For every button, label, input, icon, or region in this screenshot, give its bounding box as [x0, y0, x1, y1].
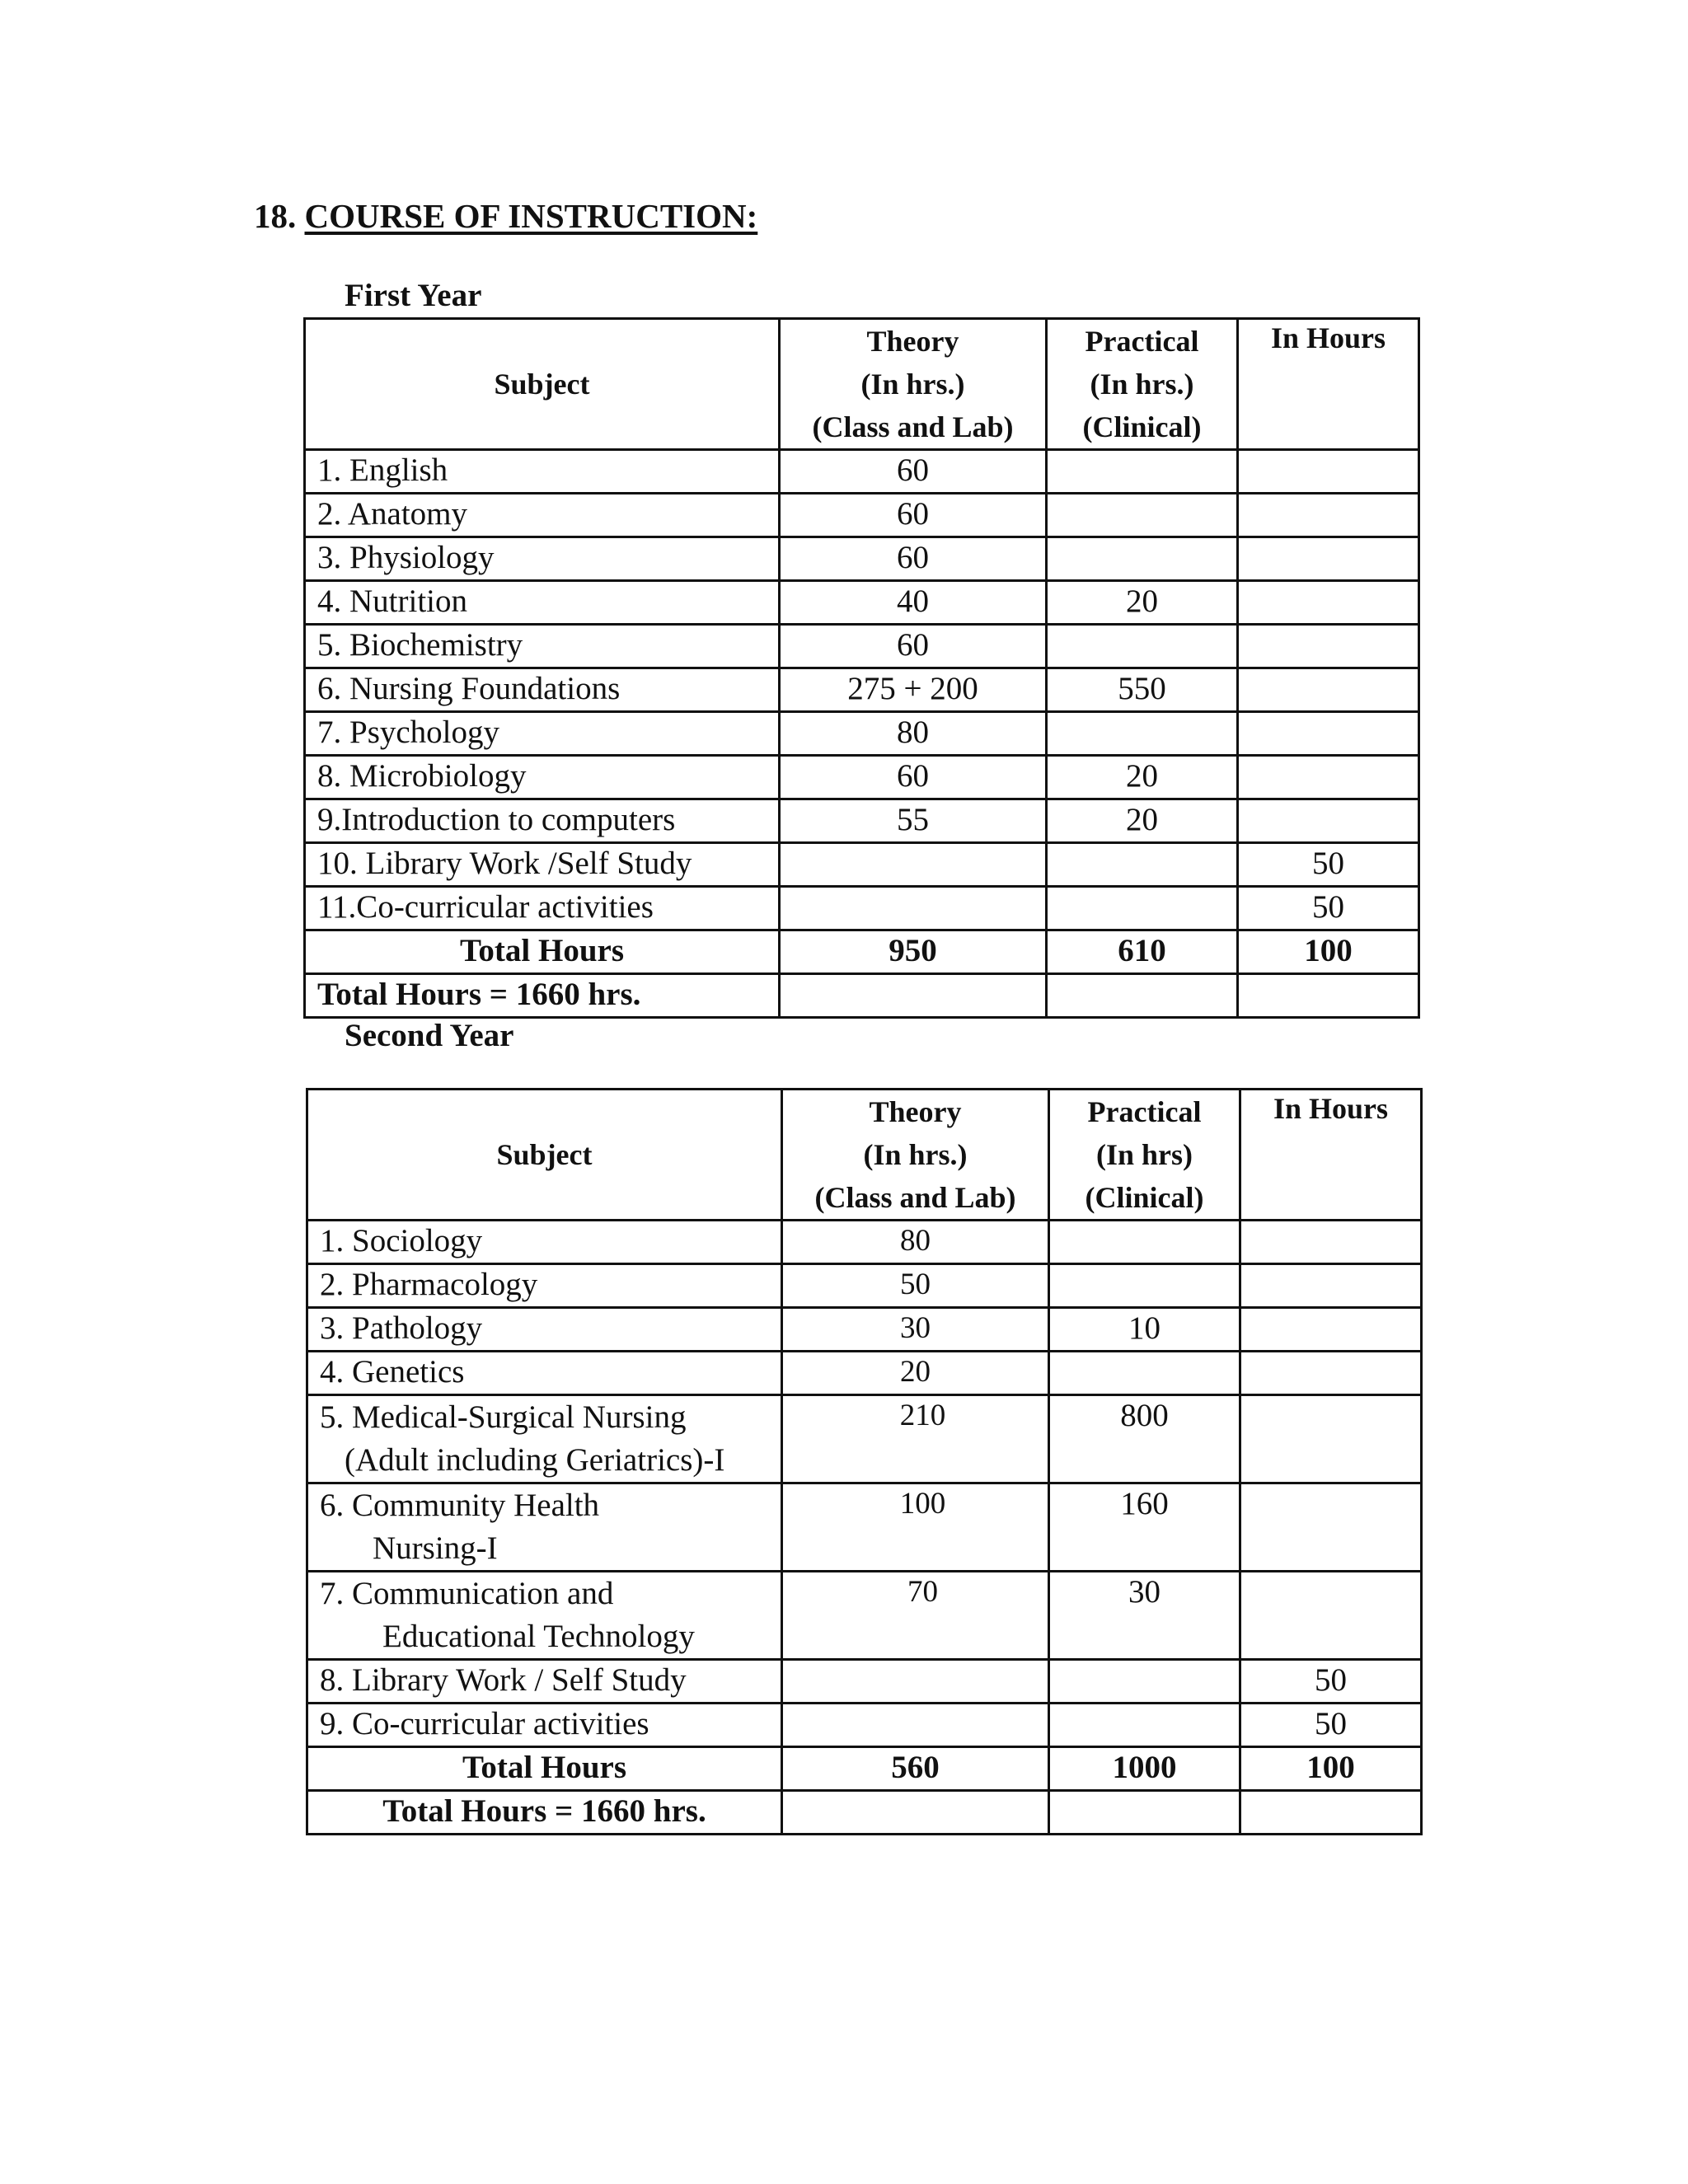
table-row — [305, 668, 1419, 712]
hours-cell — [1238, 712, 1419, 756]
table-row — [307, 1395, 1422, 1483]
theory-cell — [782, 1704, 1049, 1747]
header-theory-line2: (In hrs.) — [860, 368, 965, 401]
table-header-row — [305, 319, 1419, 450]
empty-cell — [1049, 1791, 1240, 1835]
subject-cell: 8. Microbiology — [305, 756, 780, 799]
subject-cell: 8. Library Work / Self Study — [307, 1660, 782, 1704]
hours-cell — [1238, 450, 1419, 494]
subject-cell: 4. Genetics — [307, 1352, 782, 1395]
theory-cell: 50 — [782, 1264, 1049, 1308]
header-theory-line3: (Class and Lab) — [814, 1181, 1016, 1214]
hours-cell — [1240, 1352, 1422, 1395]
hours-cell — [1238, 537, 1419, 581]
hours-cell — [1238, 756, 1419, 799]
section-heading — [254, 193, 757, 239]
practical-cell: 20 — [1047, 756, 1238, 799]
second-year-title: Second Year — [345, 1018, 514, 1053]
header-in-hours: In Hours — [1238, 319, 1419, 450]
subject-line1: 5. Medical-Surgical Nursing — [320, 1399, 687, 1435]
theory-cell: 100 — [782, 1483, 1049, 1572]
empty-cell — [1240, 1791, 1422, 1835]
hours-cell — [1240, 1221, 1422, 1264]
hours-cell — [1238, 799, 1419, 843]
grand-total-row — [305, 974, 1419, 1018]
header-theory-line1: Theory — [869, 1095, 962, 1128]
table-row — [305, 843, 1419, 887]
header-practical — [1047, 319, 1238, 450]
empty-cell — [780, 974, 1047, 1018]
practical-cell — [1047, 450, 1238, 494]
subject-cell: 11.Co-curricular activities — [305, 887, 780, 930]
hours-cell — [1238, 625, 1419, 668]
section-number: 18. — [254, 197, 297, 235]
total-label: Total Hours — [305, 930, 780, 974]
table-row — [305, 625, 1419, 668]
table-row — [305, 537, 1419, 581]
subject-cell: 3. Pathology — [307, 1308, 782, 1352]
total-theory: 560 — [782, 1747, 1049, 1791]
table-row — [305, 887, 1419, 930]
first-year-table — [303, 317, 1420, 1019]
table-row — [307, 1221, 1422, 1264]
header-practical-line2: (In hrs) — [1095, 1138, 1193, 1171]
hours-cell — [1240, 1483, 1422, 1572]
practical-cell: 20 — [1047, 581, 1238, 625]
practical-cell — [1047, 625, 1238, 668]
subject-line2: Nursing-I — [373, 1530, 498, 1566]
subject-cell: 7. Psychology — [305, 712, 780, 756]
theory-cell: 30 — [782, 1308, 1049, 1352]
header-theory-line3: (Class and Lab) — [812, 410, 1014, 443]
empty-cell — [1047, 974, 1238, 1018]
hours-cell — [1238, 581, 1419, 625]
total-row — [305, 930, 1419, 974]
total-hours: 100 — [1238, 930, 1419, 974]
hours-cell — [1240, 1572, 1422, 1660]
subject-cell: 9.Introduction to computers — [305, 799, 780, 843]
theory-cell — [782, 1660, 1049, 1704]
theory-cell — [780, 887, 1047, 930]
theory-cell: 40 — [780, 581, 1047, 625]
header-practical-line2: (In hrs.) — [1090, 368, 1194, 401]
header-practical-line3: (Clinical) — [1085, 1181, 1204, 1214]
practical-cell — [1049, 1221, 1240, 1264]
practical-cell — [1049, 1352, 1240, 1395]
subject-line1: 7. Communication and — [320, 1576, 614, 1611]
table-row — [307, 1264, 1422, 1308]
subject-cell: 1. Sociology — [307, 1221, 782, 1264]
section-title: COURSE OF INSTRUCTION: — [304, 197, 758, 235]
hours-cell — [1238, 494, 1419, 537]
practical-cell: 20 — [1047, 799, 1238, 843]
theory-cell: 80 — [782, 1221, 1049, 1264]
practical-cell: 10 — [1049, 1308, 1240, 1352]
table-row — [307, 1572, 1422, 1660]
theory-cell: 60 — [780, 450, 1047, 494]
hours-cell: 50 — [1240, 1704, 1422, 1747]
empty-cell — [1238, 974, 1419, 1018]
subject-line2: Educational Technology — [382, 1619, 695, 1654]
theory-cell: 210 — [782, 1395, 1049, 1483]
subject-cell: 2. Anatomy — [305, 494, 780, 537]
table-header-row — [307, 1090, 1422, 1221]
subject-cell: 6. Nursing Foundations — [305, 668, 780, 712]
total-row — [307, 1747, 1422, 1791]
subject-cell: 4. Nutrition — [305, 581, 780, 625]
table-row — [307, 1352, 1422, 1395]
first-year-title: First Year — [345, 278, 482, 313]
practical-cell: 550 — [1047, 668, 1238, 712]
theory-cell: 60 — [780, 494, 1047, 537]
subject-cell — [307, 1395, 782, 1483]
header-theory-line2: (In hrs.) — [863, 1138, 968, 1171]
theory-cell: 80 — [780, 712, 1047, 756]
subject-line2: (Adult including Geriatrics)-I — [345, 1442, 725, 1478]
header-practical-line1: Practical — [1085, 325, 1199, 358]
practical-cell — [1049, 1704, 1240, 1747]
subject-cell — [307, 1483, 782, 1572]
subject-cell: 5. Biochemistry — [305, 625, 780, 668]
theory-cell: 70 — [782, 1572, 1049, 1660]
header-subject: Subject — [305, 319, 780, 450]
table-row — [305, 450, 1419, 494]
grand-total-label: Total Hours = 1660 hrs. — [307, 1791, 782, 1835]
subject-cell — [307, 1572, 782, 1660]
grand-total-row — [307, 1791, 1422, 1835]
table-row — [305, 712, 1419, 756]
header-theory — [780, 319, 1047, 450]
practical-cell — [1049, 1660, 1240, 1704]
table-row — [305, 799, 1419, 843]
empty-cell — [782, 1791, 1049, 1835]
practical-cell: 30 — [1049, 1572, 1240, 1660]
total-label: Total Hours — [307, 1747, 782, 1791]
subject-cell: 1. English — [305, 450, 780, 494]
hours-cell: 50 — [1240, 1660, 1422, 1704]
theory-cell: 60 — [780, 625, 1047, 668]
practical-cell — [1047, 537, 1238, 581]
table-row — [305, 581, 1419, 625]
theory-cell: 20 — [782, 1352, 1049, 1395]
total-theory: 950 — [780, 930, 1047, 974]
hours-cell: 50 — [1238, 843, 1419, 887]
header-theory-line1: Theory — [866, 325, 959, 358]
header-practical — [1049, 1090, 1240, 1221]
theory-cell: 60 — [780, 756, 1047, 799]
subject-cell: 10. Library Work /Self Study — [305, 843, 780, 887]
header-practical-line1: Practical — [1087, 1095, 1202, 1128]
header-practical-line3: (Clinical) — [1082, 410, 1202, 443]
subject-cell: 2. Pharmacology — [307, 1264, 782, 1308]
table-row — [307, 1660, 1422, 1704]
hours-cell — [1240, 1308, 1422, 1352]
second-year-table — [306, 1088, 1423, 1835]
header-subject: Subject — [307, 1090, 782, 1221]
table-row — [307, 1704, 1422, 1747]
practical-cell — [1049, 1264, 1240, 1308]
subject-cell: 9. Co-curricular activities — [307, 1704, 782, 1747]
practical-cell: 800 — [1049, 1395, 1240, 1483]
theory-cell: 275 + 200 — [780, 668, 1047, 712]
practical-cell: 160 — [1049, 1483, 1240, 1572]
theory-cell — [780, 843, 1047, 887]
total-practical: 610 — [1047, 930, 1238, 974]
practical-cell — [1047, 887, 1238, 930]
practical-cell — [1047, 712, 1238, 756]
header-in-hours: In Hours — [1240, 1090, 1422, 1221]
practical-cell — [1047, 843, 1238, 887]
theory-cell: 55 — [780, 799, 1047, 843]
hours-cell — [1238, 668, 1419, 712]
table-row — [307, 1308, 1422, 1352]
total-hours: 100 — [1240, 1747, 1422, 1791]
table-row — [307, 1483, 1422, 1572]
total-practical: 1000 — [1049, 1747, 1240, 1791]
hours-cell — [1240, 1395, 1422, 1483]
grand-total-label: Total Hours = 1660 hrs. — [305, 974, 780, 1018]
table-row — [305, 494, 1419, 537]
hours-cell: 50 — [1238, 887, 1419, 930]
hours-cell — [1240, 1264, 1422, 1308]
header-theory — [782, 1090, 1049, 1221]
table-row — [305, 756, 1419, 799]
theory-cell: 60 — [780, 537, 1047, 581]
practical-cell — [1047, 494, 1238, 537]
subject-cell: 3. Physiology — [305, 537, 780, 581]
subject-line1: 6. Community Health — [320, 1488, 600, 1523]
